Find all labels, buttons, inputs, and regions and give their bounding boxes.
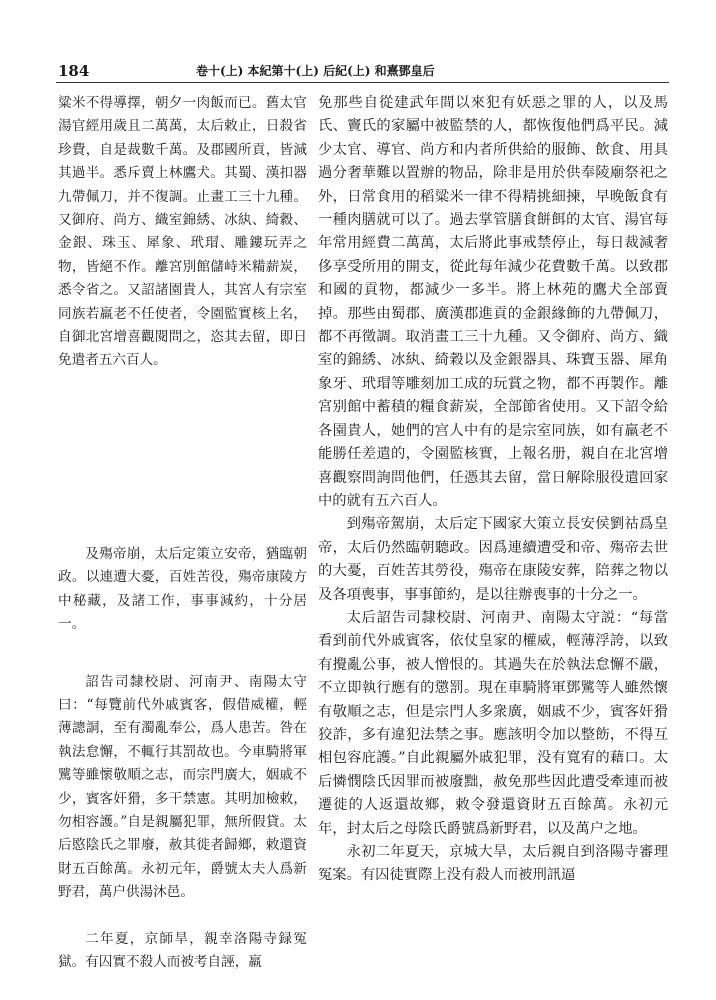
classical-paragraph-4: 二年夏，京師旱，親幸洛陽寺録冤獄。有囚實不殺人而被考自誣，羸 — [58, 930, 307, 970]
translation-paragraph-3: 太后詔告司隸校尉、河南尹、南陽太守説：“每當看到前代外戚賓客，依仗皇家的權威，輕薄浮誇，以致有攪亂公事，被人憎恨的。其過失在於執法怠懈不嚴，不立即執行應有的懲罰。現在車騎將軍鄧騭等人雖然懷有敬順之志，但是宗門人多衆廣，姻戚不少，賓客奸猾狡詐，多有違犯法禁之事。應該明令加以整飭，不得互相包容庇護。”自此親屬外戚犯罪，没有寬宥的藉口。太后憐憫陰氏因罪而被廢黜，赦免那些因此遭受牽連而被遷徙的人返還故鄉，敕令發還資財五百餘萬。永初元年，封太后之母陰氏爵號爲新野君，以及萬户之地。 — [318, 609, 668, 837]
running-title: 卷十(上) 本紀第十(上) 后紀(上) 和熹鄧皇后 — [196, 64, 435, 78]
classical-paragraph-3: 詔告司隸校尉、河南尹、南陽太守曰：“每覽前代外戚賓客，假借威權，輕薄謥詷，至有濁亂奉公，爲人患苦。咎在執法怠懈，不輒行其罰故也。今車騎將軍騭等雖懷敬順之志，而宗門廣大，姻戚不少，賓客奸猾，多干禁憲。其明加檢敕，勿相容護。”自是親屬犯罪，無所假貸。太后愍陰氏之罪廢，赦其徙者歸鄉，敕還資財五百餘萬。永初元年，爵號太夫人爲新野君，萬户供湯沐邑。 — [58, 673, 307, 901]
translation-paragraph-4: 永初二年夏天，京城大旱，太后親自到洛陽寺審理冤案。有囚徒實際上没有殺人而被刑訊逼 — [318, 844, 668, 884]
classical-paragraph-2: 及殤帝崩，太后定策立安帝，猶臨朝政。以連遭大憂，百姓苦役，殤帝康陵方中秘藏，及諸工作，事事減約，十分居一。 — [58, 545, 307, 633]
translation-paragraph-1: 免那些自從建武年間以來犯有妖惡之罪的人，以及馬氏、竇氏的家屬中被監禁的人，都恢復他們爲平民。減少太官、導官、尚方和内者所供給的服飾、飲食、用具過分奢華難以置辦的物品，除非是用於供奉陵廟祭祀之外，日常食用的稻粱米一律不得精挑細揀，早晚飯食有一種肉膳就可以了。過去掌管膳食餅餌的太官、湯官每年常用經費二萬萬，太后將此事戒禁停止，每日裁減奢侈享受所用的開支，從此每年減少花費數千萬。以致郡和國的貢物，都減少一多半。將上林苑的鷹犬全部賣掉。那些由蜀郡、廣漢郡進貢的金銀緣飾的九帶佩刀，都不再徵調。取消畫工三十九種。又令御府、尚方、織室的錦綉、冰紈、綺穀以及金銀器具、珠寶玉器、犀角象牙、玳瑁等雕刻加工成的玩賞之物，都不再製作。離宮别館中蓄積的糧食薪炭，全部節省使用。又下詔令給各園貴人，她們的宫人中有的是宗室同族，如有羸老不能勝任差遣的，令園監核實，上報名册，親自在北宮增喜觀察問詢問他們，任憑其去留，當日解除服役遣回家中的就有五六百人。 — [318, 95, 668, 509]
header-rule — [56, 82, 669, 83]
translation-text-column — [318, 92, 668, 992]
translation-paragraph-2: 到殤帝駕崩，太后定下國家大策立長安侯劉祜爲皇帝，太后仍然臨朝聽政。因爲連續遭受和帝、殤帝去世的大憂，百姓苦其勞役，殤帝在康陵安葬，陪葬之物以及各項喪事，事事節約，是以往辦喪事的十分之一。 — [318, 516, 668, 603]
classical-paragraph-1: 粱米不得導擇，朝夕一肉飯而已。舊太官湯官經用歲且二萬萬，太后敕止，日殺省珍費，自是裁數千萬。及郡國所貢，皆減其過半。悉斥賣上林鷹犬。其蜀、漢扣器九帶佩刀，并不復調。止畫工三十九種。又御府、尚方、織室錦綉、冰紈、綺縠、金銀、珠玉、犀象、玳瑁、雕鏤玩弄之物，皆絕不作。離宮別館儲峙米糒薪炭，悉令省之。又詔諸園貴人，其宮人有宗室同族若羸老不任使者，令園監實核上名，自御北宮增喜觀閱問之，恣其去留，即日免遣者五六百人。 — [58, 95, 307, 369]
classical-text-column — [58, 92, 307, 977]
page-number: 184 — [58, 62, 90, 80]
